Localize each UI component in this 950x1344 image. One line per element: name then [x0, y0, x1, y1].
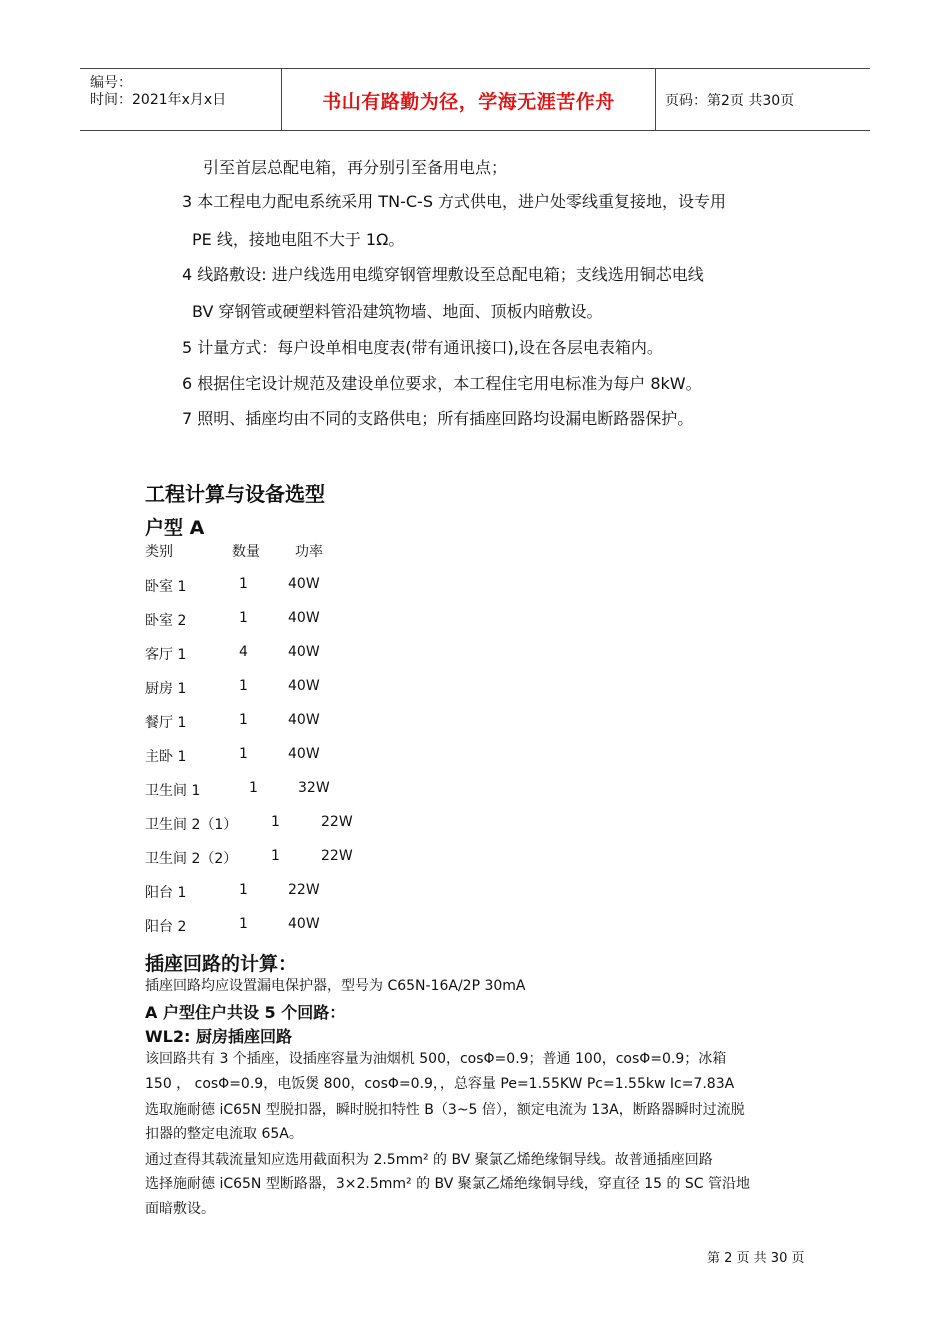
table-header: 功率 — [295, 544, 323, 560]
table-cell-category: 卧室 2 — [145, 613, 187, 629]
table-cell-category: 卫生间 1 — [145, 783, 201, 799]
body-line: 引至首层总配电箱，再分别引至备用电点； — [203, 158, 508, 177]
page-footer: 第 2 页 共 30 页 — [707, 1251, 805, 1266]
body-line: 4 线路敷设: 进户线选用电缆穿钢管埋敷设至总配电箱；支线选用铜芯电线 — [182, 265, 704, 284]
page-header — [80, 68, 870, 131]
wl2-line: 150 ， cosΦ=0.9，电饭煲 800，cosΦ=0.9，，总容量 Pe=1.55KW Pc=1.55kw Ic=7.83A — [145, 1076, 735, 1092]
body-line: BV 穿钢管或硬塑料管沿建筑物墙、地面、顶板内暗敷设。 — [192, 302, 603, 321]
table-cell-power: 32W — [298, 780, 330, 796]
table-cell-quantity: 1 — [271, 814, 280, 830]
table-cell-quantity: 1 — [239, 746, 248, 762]
table-cell-power: 40W — [288, 712, 320, 728]
table-cell-power: 40W — [288, 576, 320, 592]
table-cell-power: 22W — [321, 848, 353, 864]
table-cell-power: 40W — [288, 746, 320, 762]
table-cell-category: 阳台 1 — [145, 885, 187, 901]
wl2-line: 面暗敷设。 — [145, 1201, 215, 1217]
body-line: 6 根据住宅设计规范及建设单位要求，本工程住宅用电标准为每户 8kW。 — [182, 374, 702, 393]
table-cell-power: 40W — [288, 916, 320, 932]
table-cell-category: 卫生间 2（2） — [145, 851, 238, 867]
table-cell-category: 阳台 2 — [145, 919, 187, 935]
table-cell-quantity: 1 — [249, 780, 258, 796]
table-cell-quantity: 1 — [239, 712, 248, 728]
table-cell-quantity: 4 — [239, 644, 248, 660]
table-cell-quantity: 1 — [239, 678, 248, 694]
body-line: 7 照明、插座均由不同的支路供电；所有插座回路均设漏电断路器保护。 — [182, 409, 694, 428]
table-cell-quantity: 1 — [271, 848, 280, 864]
table-cell-quantity: 1 — [239, 916, 248, 932]
table-cell-category: 餐厅 1 — [145, 715, 187, 731]
wl2-line: 通过查得其载流量知应选用截面积为 2.5mm² 的 BV 聚氯乙烯绝缘铜导线。故普通插座回路 — [145, 1152, 713, 1168]
section-title: 工程计算与设备选型 — [145, 482, 325, 506]
socket-note: 插座回路均应设置漏电保护器，型号为 C65N-16A/2P 30mA — [145, 978, 526, 994]
table-cell-category: 客厅 1 — [145, 647, 187, 663]
wl2-line: 选取施耐德 iC65N 型脱扣器，瞬时脱扣特性 B（3~5 倍），额定电流为 13A，断路器瞬时过流脱 — [145, 1102, 745, 1118]
wl2-title: WL2: 厨房插座回路 — [145, 1027, 292, 1046]
header-motto: 书山有路勤为径，学海无涯苦作舟 — [322, 91, 615, 113]
table-cell-category: 主卧 1 — [145, 749, 187, 765]
table-cell-quantity: 1 — [239, 882, 248, 898]
header-right-cell — [655, 69, 870, 130]
table-cell-quantity: 1 — [239, 610, 248, 626]
doc-number: 编号： — [90, 75, 132, 91]
body-line: 5 计量方式：每户设单相电度表(带有通讯接口),设在各层电表箱内。 — [182, 338, 663, 357]
table-cell-category: 厨房 1 — [145, 681, 187, 697]
table-cell-power: 22W — [321, 814, 353, 830]
header-page-info: 页码：第2页 共30页 — [665, 93, 795, 109]
wl2-line: 该回路共有 3 个插座，设插座容量为油烟机 500，cosΦ=0.9；普通 100，cosΦ=0.9；冰箱 — [145, 1051, 727, 1067]
socket-section-title: 插座回路的计算： — [145, 953, 298, 975]
table-header: 类别 — [145, 544, 173, 560]
wl2-line: 选择施耐德 iC65N 型断路器，3×2.5mm² 的 BV 聚氯乙烯绝缘铜导线，穿直径 15 的 SC 管沿地 — [145, 1176, 751, 1192]
table-header: 数量 — [232, 544, 260, 560]
header-center-cell — [281, 69, 656, 130]
table-cell-power: 40W — [288, 678, 320, 694]
circuits-title: A 户型住户共设 5 个回路： — [145, 1003, 346, 1022]
header-left-cell — [80, 69, 281, 130]
table-cell-power: 40W — [288, 610, 320, 626]
body-line: PE 线，接地电阻不大于 1Ω。 — [192, 230, 405, 249]
subsection-title: 户型 A — [145, 517, 205, 539]
table-cell-category: 卫生间 2（1） — [145, 817, 238, 833]
table-cell-power: 40W — [288, 644, 320, 660]
table-cell-power: 22W — [288, 882, 320, 898]
body-line: 3 本工程电力配电系统采用 TN-C-S 方式供电，进户处零线重复接地，设专用 — [182, 192, 727, 211]
table-cell-quantity: 1 — [239, 576, 248, 592]
table-cell-category: 卧室 1 — [145, 579, 187, 595]
wl2-line: 扣器的整定电流取 65A。 — [145, 1126, 303, 1142]
doc-date: 时间：2021年x月x日 — [90, 92, 227, 108]
